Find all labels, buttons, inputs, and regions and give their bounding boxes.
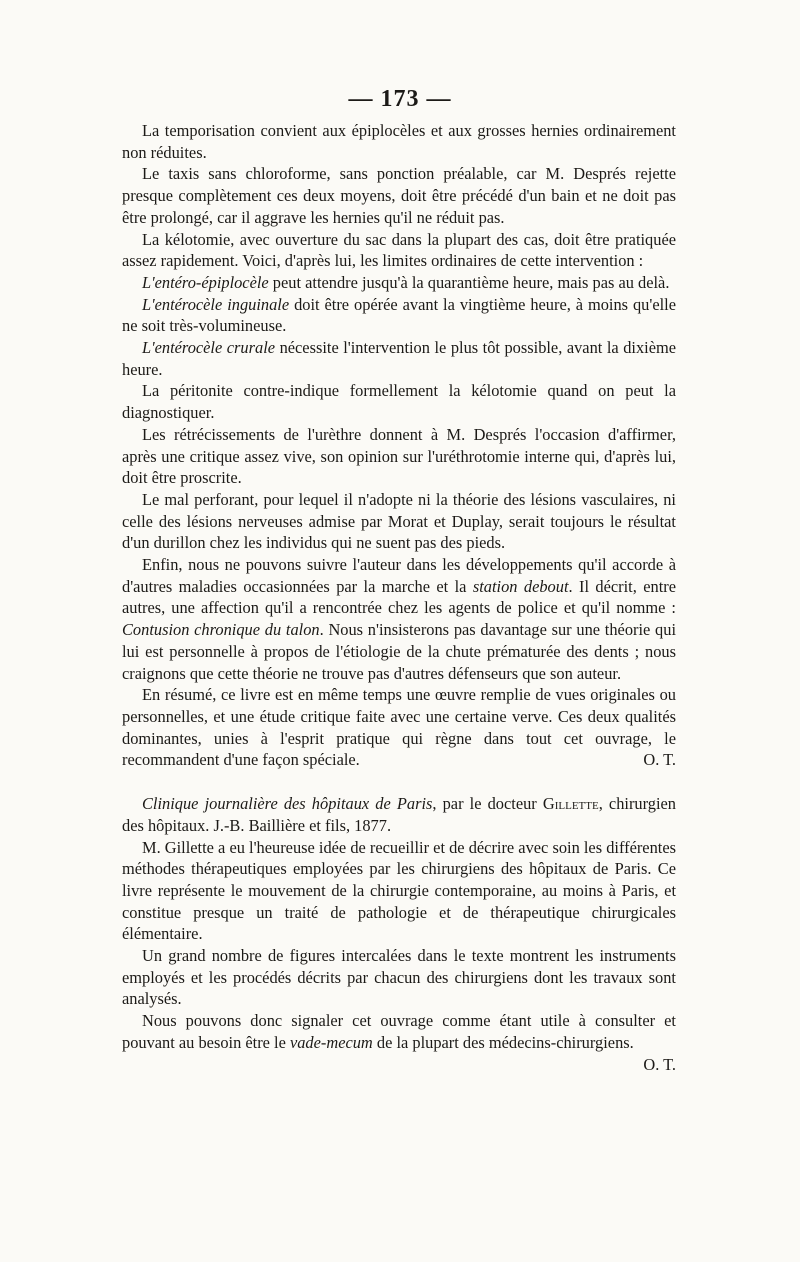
italic-term: L'entérocèle crurale — [142, 338, 276, 358]
paragraph: Nous pouvons donc signaler cet ouvrage comme étant utile à consulter et pouvant au besoin être le vade-mecum de la plupart des médecins-chirurgiens. O. T. — [122, 1011, 676, 1074]
book-title: Clinique journalière des hôpitaux de Paris — [142, 794, 433, 814]
paragraph: Enfin, nous ne pouvons suivre l'auteur dans les développements qu'il accorde à d'autres maladies occasionnées par la marche et la station debout. Il décrit, entre autres, une affection qu'il a rencontrée chez les agents de police et qu'il nomme : Contusion chronique du talon. Nous n'insisterons pas davantage sur une théorie qui lui est personnelle à propos de l'étiologie de la chute prématurée des dents ; nous craignons que cette théorie ne trouve pas d'autres défenseurs que son auteur. — [122, 555, 677, 683]
paragraph: Le mal perforant, pour lequel il n'adopte ni la théorie des lésions vasculaires, ni celle des lésions nerveuses admise par Morat et Duplay, serait toujours le résultat d'un durillon chez les individus qui ne suent pas des pieds. — [122, 489, 676, 553]
body-text — [122, 120, 676, 1075]
paragraph: M. Gillette a eu l'heureuse idée de recueillir et de décrire avec soin les différentes méthodes thérapeutiques employées par les chirurgiens des hôpitaux de Paris. Ce livre représente le mouvement de la chirurgie contemporaine, au moins à Paris, et constitue presque un traité de pathologie et de thérapeutique chirurgicales élémentaire. — [122, 837, 676, 944]
paragraph: Les rétrécissements de l'urèthre donnent à M. Després l'occasion d'affirmer, après une critique assez vive, son opinion sur l'uréthrotomie interne qui, d'après lui, doit être proscrite. — [122, 424, 676, 488]
paragraph: L'entérocèle crurale nécessite l'intervention le plus tôt possible, avant la dixième heure. — [122, 338, 676, 379]
signature: O. T. — [643, 750, 676, 770]
paragraph: En résumé, ce livre est en même temps une œuvre remplie de vues originales ou personnelles, et une étude critique faite avec une certaine verve. Ces deux qualités dominantes, unies à l'esprit pratique qui règne dans tout cet ouvrage, le recommandent d'une façon spéciale. O. T. — [122, 685, 676, 770]
author-name: Gillette — [542, 794, 599, 814]
italic-term: vade-mecum — [289, 1032, 373, 1052]
paragraph: La temporisation convient aux épiplocèles et aux grosses hernies ordinairement non réduites. — [122, 121, 676, 162]
signature: O. T. — [643, 1054, 676, 1074]
paragraph: La péritonite contre-indique formellement la kélotomie quand on peut la diagnostiquer. — [122, 381, 676, 423]
paragraph: Le taxis sans chloroforme, sans ponction préalable, car M. Després rejette presque complètement ces deux moyens, doit être précédé d'un bain et ne doit pas être prolongé, car il aggrave les hernies qu'il ne réduit pas. — [122, 164, 676, 227]
paragraph: Un grand nombre de figures intercalées dans le texte montrent les instruments employés et les procédés décrits par chacun des chirurgiens dont les travaux sont analysés. — [122, 946, 676, 1009]
review-heading: Clinique journalière des hôpitaux de Paris, par le docteur Gillette, chirurgien des hôpitaux. J.-B. Baillière et fils, 1877. — [122, 794, 676, 835]
paragraph: L'entéro-épiplocèle peut attendre jusqu'à la quarantième heure, mais pas au delà. — [142, 272, 670, 292]
italic-term: L'entérocèle inguinale — [142, 294, 290, 314]
italic-term: Contusion chronique du talon — [122, 620, 320, 640]
page-number: — 173 — — [348, 86, 452, 112]
paragraph: L'entérocèle inguinale doit être opérée avant la vingtième heure, à moins qu'elle ne soit très-volumineuse. — [122, 294, 676, 336]
paragraph: La kélotomie, avec ouverture du sac dans la plupart des cas, doit être pratiquée assez rapidement. Voici, d'après lui, les limites ordinaires de cette intervention : — [122, 229, 676, 271]
italic-term: L'entéro-épiplocèle — [142, 272, 269, 292]
italic-term: station debout — [472, 576, 569, 596]
